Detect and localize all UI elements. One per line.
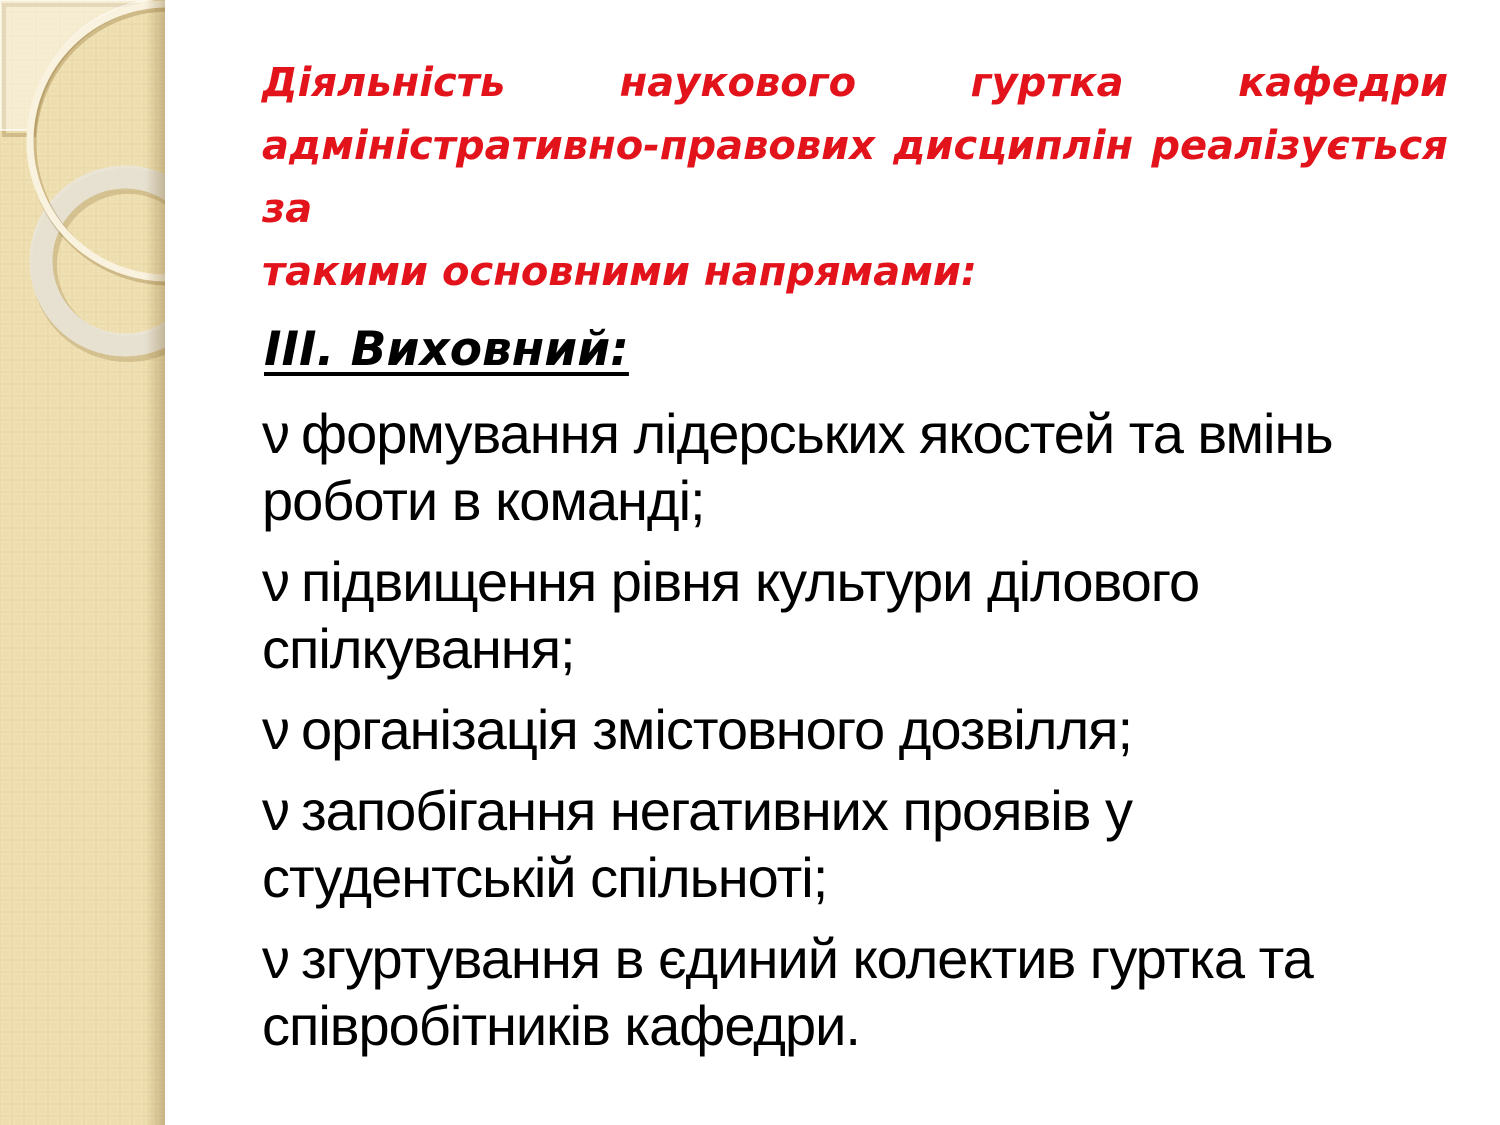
slide-title xyxy=(262,52,1448,304)
sidebar-decoration xyxy=(0,0,165,1125)
bullet-marker-icon: ν xyxy=(262,402,289,465)
bullet-marker-icon: ν xyxy=(262,698,289,761)
bullet-item: ν запобігання негативних проявів у студентській спільноті; xyxy=(262,779,1132,909)
bullet-item: ν підвищення рівня культури ділового спілкування; xyxy=(262,550,1200,680)
bullet-marker-icon: ν xyxy=(262,779,289,842)
slide-title-line: адміністративно-правових дисциплін реалізується за xyxy=(262,123,1448,232)
bullet-item: ν згуртування в єдиний колектив гуртка та співробітників кафедри. xyxy=(262,927,1313,1057)
slide-title-line: такими основними напрямами: xyxy=(262,249,977,295)
slide-title-line: Діяльність наукового гуртка кафедри xyxy=(262,60,1448,106)
section-heading: III. Виховний: xyxy=(264,322,629,377)
bullet-list xyxy=(262,400,1448,1059)
slide-content xyxy=(165,0,1500,1125)
sidebar-ornament-graphic xyxy=(0,0,165,1125)
bullet-item: ν організація змістовного дозвілля; xyxy=(262,698,1133,761)
bullet-marker-icon: ν xyxy=(262,927,289,990)
bullet-item: ν формування лідерських якостей та вмінь роботи в команді; xyxy=(262,402,1333,532)
sidebar-edge-shadow xyxy=(145,0,165,1125)
bullet-marker-icon: ν xyxy=(262,550,289,613)
